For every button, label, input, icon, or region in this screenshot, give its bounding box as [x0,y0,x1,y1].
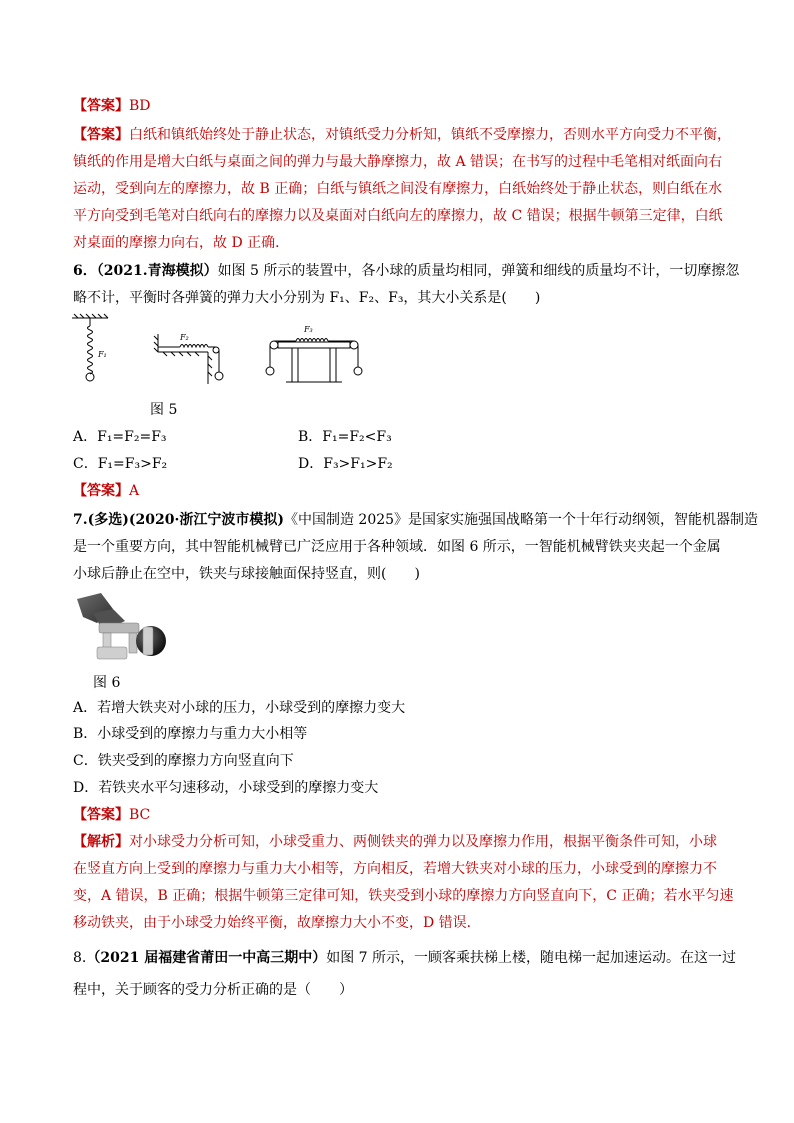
q7-analysis-line-1 [73,832,717,852]
question-stem: 如图 7 所示，一顾客乘扶梯上楼，随电梯一起加速运动。在这一过 [326,950,737,966]
q6-answer-line [73,481,139,501]
question-number: 7.(多选) [73,512,129,528]
q7-analysis-line-4: 移动铁夹，由于小球受力始终平衡，故摩擦力大小不变，D 错误． [73,915,481,931]
q7-analysis-line-2: 在竖直方向上受到的摩擦力与重力大小相等，方向相反，若增大铁夹对小球的压力，小球受到的摩擦力不 [73,861,717,877]
analysis-tag: 【答案】 [73,127,129,143]
q6-option-b: B．F₁=F₂<F₃ [298,429,392,445]
analysis-text: 白纸和镇纸始终处于静止状态，对镇纸受力分析知，镇纸不受摩擦力，否则水平方向受力不平衡， [129,127,731,143]
answer-value: BD [129,98,151,114]
label-f3: F₃ [304,325,313,334]
label-f2: F₂ [180,333,189,342]
q5-analysis-line-5: 对桌面的摩擦力向右，故 D 正确． [73,235,290,251]
q5-analysis-line-2: 镇纸的作用是增大白纸与桌面之间的弹力与最大静摩擦力，故 A 错误；在书写的过程中毛笔相对纸面向右 [73,154,723,170]
q7-answer-line [73,805,150,825]
q7-option-c: C．铁夹受到的摩擦力方向竖直向下 [73,753,294,769]
q6-option-c: C．F₁=F₃>F₂ [73,456,168,472]
question-source: （2021.青海模拟） [96,263,218,279]
q7-option-d: D．若铁夹水平匀速移动，小球受到的摩擦力变大 [73,780,379,796]
answer-tag: 【答案】 [73,98,129,114]
question-source: (2020·浙江宁波市模拟) [128,512,284,528]
device-1 [72,314,108,381]
question-source: （2021 届福建省莆田一中高三期中） [86,950,327,966]
analysis-tag: 【解析】 [73,834,129,850]
figure-6-caption: 图 6 [93,675,121,691]
label-f1: F₁ [98,350,107,359]
q5-analysis-line-1 [73,125,731,145]
q6-stem-line-2: 略不计，平衡时各弹簧的弹力大小分别为 F₁、F₂、F₃，其大小关系是( ) [73,290,541,306]
device-3 [266,339,362,383]
question-stem: 《中国制造 2025》是国家实施强国战略第一个十年行动纲领，智能机器制造 [283,512,759,528]
answer-tag: 【答案】 [73,807,129,823]
q8-stem-line-2: 程中，关于顾客的受力分析正确的是（ ） [73,982,353,998]
answer-value: A [129,483,140,499]
q7-option-b: B．小球受到的摩擦力与重力大小相等 [73,726,308,742]
question-number: 8. [73,950,87,966]
question-stem: 如图 5 所示的装置中，各小球的质量均相同，弹簧和细线的质量均不计，一切摩擦忽 [217,263,740,279]
figure-5-caption: 图 5 [150,402,178,418]
answer-tag: 【答案】 [73,483,129,499]
q5-analysis-line-3: 运动，受到向左的摩擦力，故 B 正确；白纸与镇纸之间没有摩擦力，白纸始终处于静止状态，则白纸在水 [73,181,723,197]
figure-6-robot-arm [73,591,173,669]
q7-stem-line-3: 小球后静止在空中，铁夹与球接触面保持竖直，则( ) [73,566,420,582]
q8-stem-line-1 [73,948,736,968]
q7-analysis-line-3: 变，A 错误，B 正确；根据牛顿第三定律可知，铁夹受到小球的摩擦力方向竖直向下，C 正确；若水平匀速 [73,888,734,904]
question-number: 6． [73,263,97,279]
q5-analysis-line-4: 平方向受到毛笔对白纸向右的摩擦力以及桌面对白纸向左的摩擦力，故 C 错误；根据牛顿第三定律，白纸 [73,208,723,224]
q5-answer-line [73,96,151,116]
figure-5-springs [68,312,368,387]
q7-option-a: A．若增大铁夹对小球的压力，小球受到的摩擦力变大 [73,700,406,716]
q7-stem-line-1 [73,510,758,530]
answer-value: BC [129,807,151,823]
q6-option-d: D．F₃>F₁>F₂ [298,456,393,472]
q7-stem-line-2: 是一个重要方向，其中智能机械臂已广泛应用于各种领域．如图 6 所示，一智能机械臂铁夹夹起一个金属 [73,539,721,555]
q6-option-a: A．F₁=F₂=F₃ [73,429,167,445]
q6-stem-line-1 [73,261,739,281]
analysis-text: 对小球受力分析可知，小球受重力、两侧铁夹的弹力以及摩擦力作用，根据平衡条件可知，小球 [129,834,717,850]
